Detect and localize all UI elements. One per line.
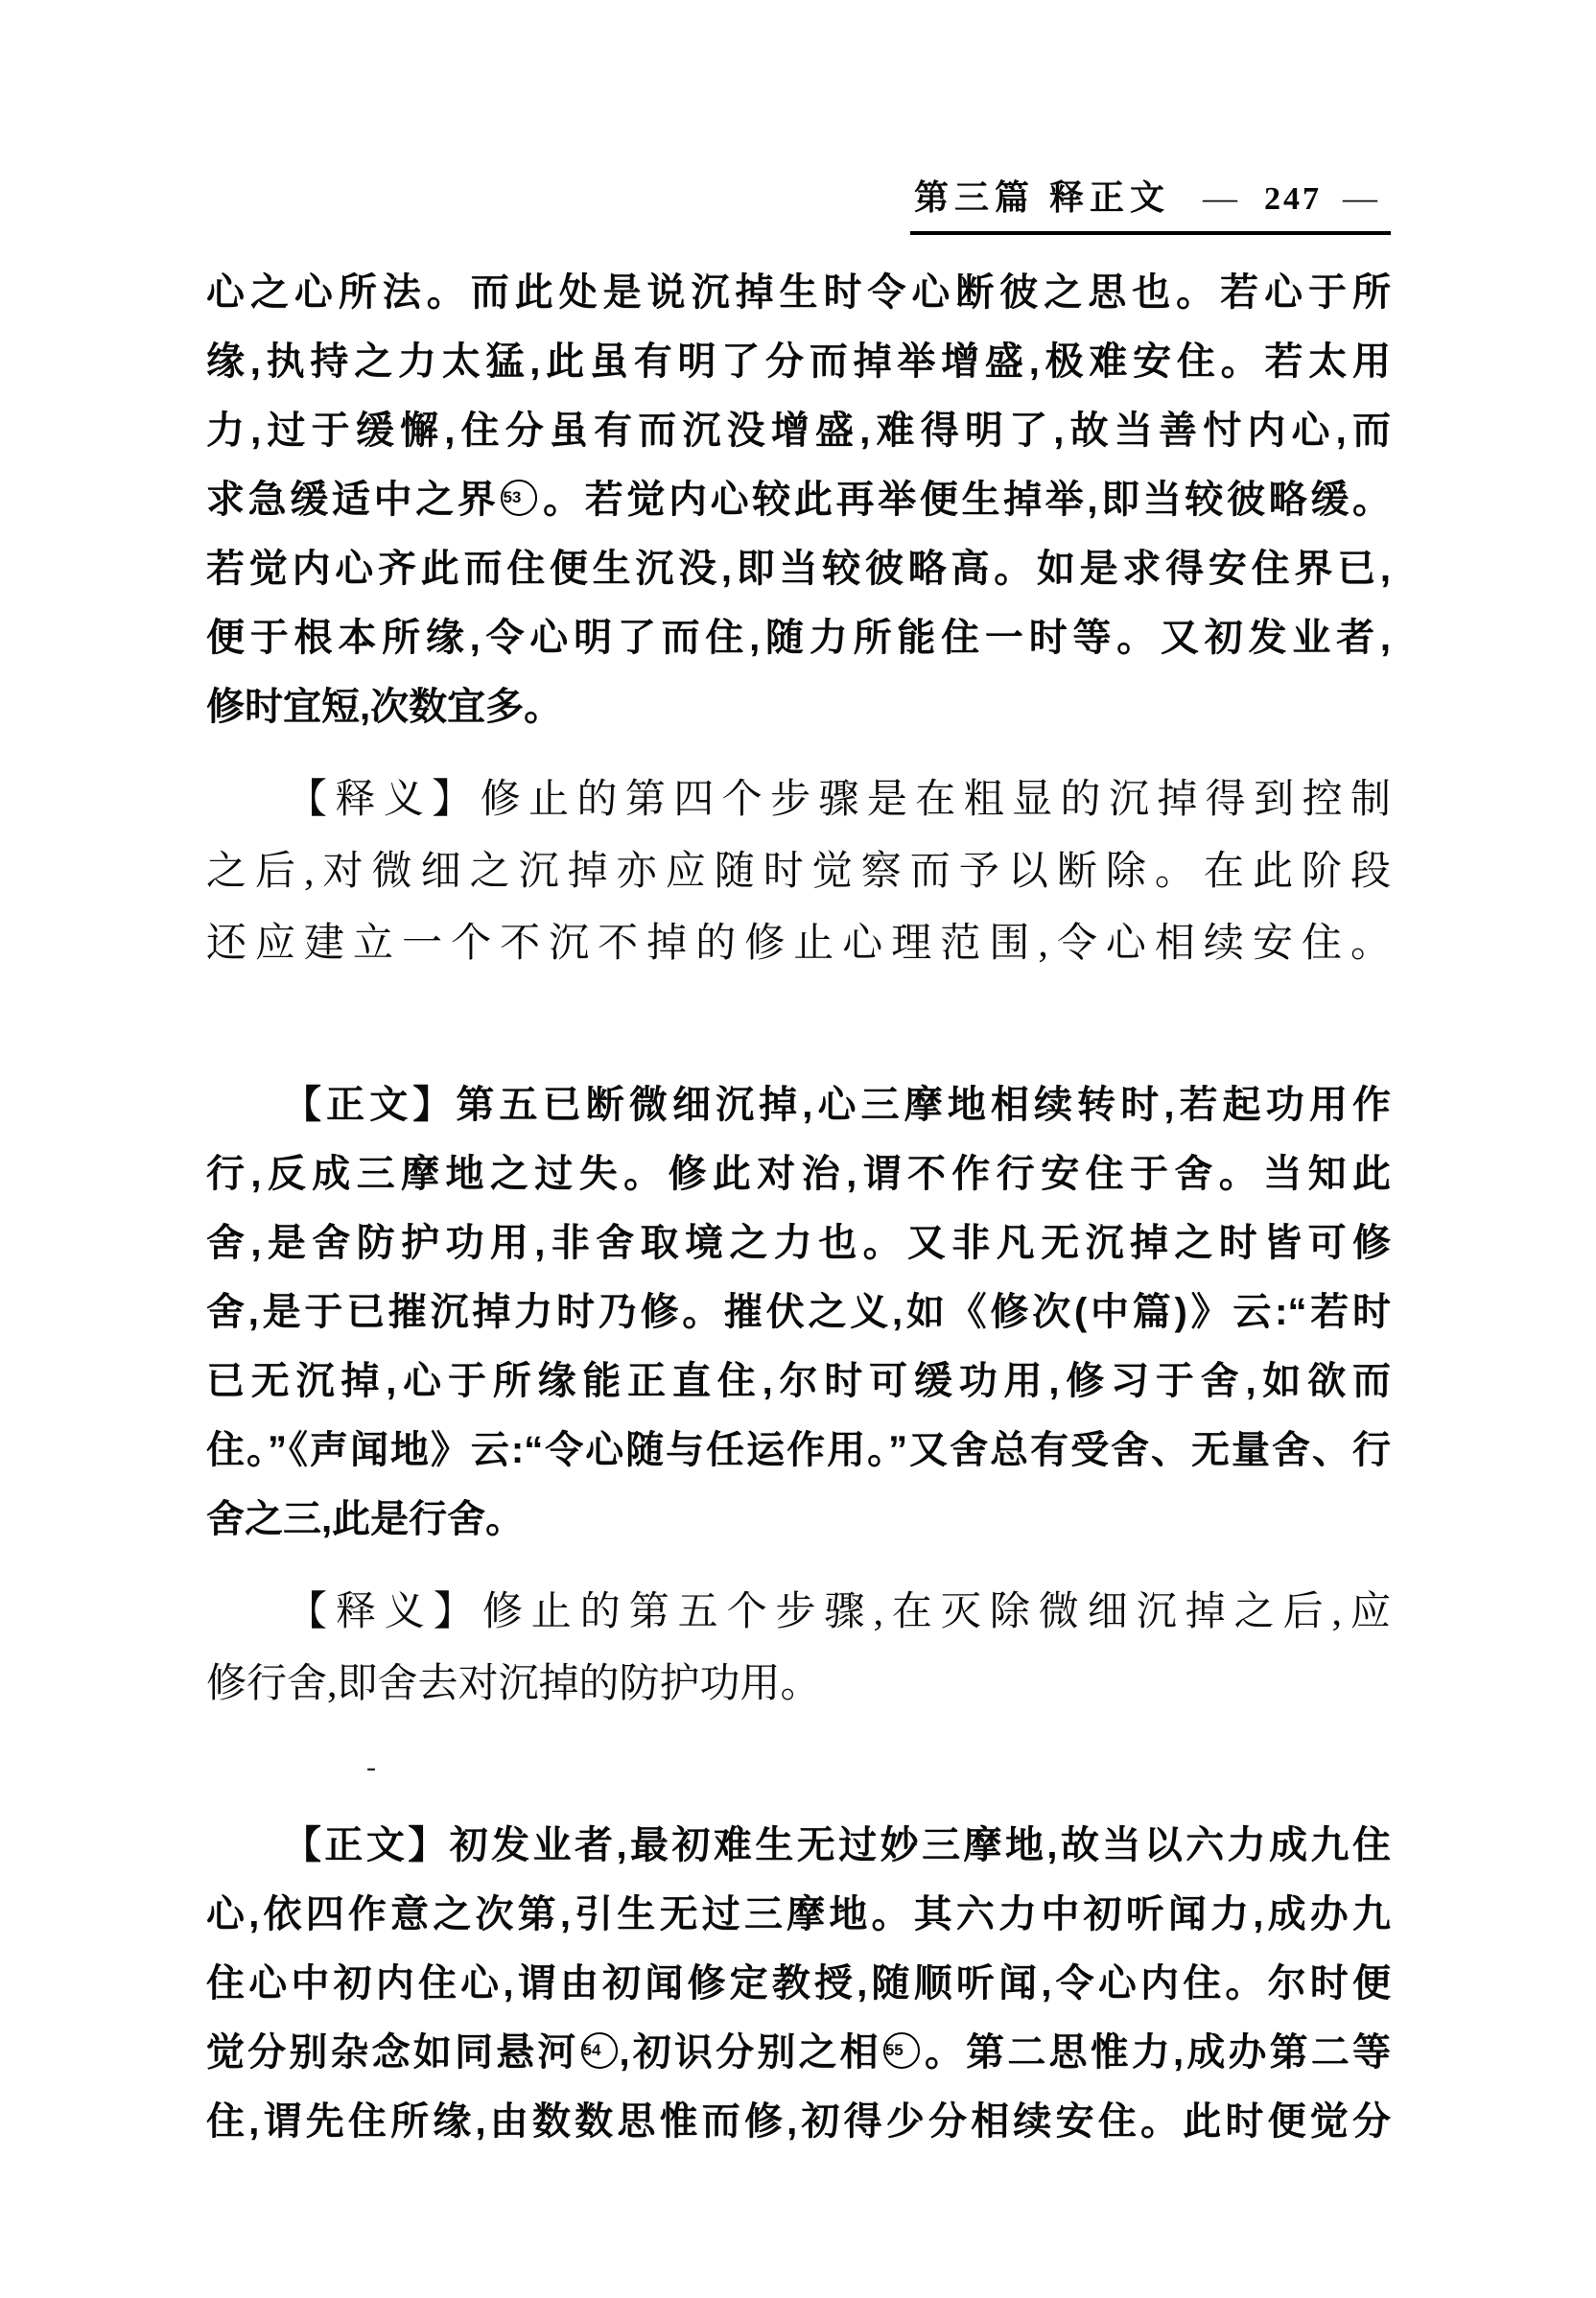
page-body [206, 258, 1391, 2156]
footnote-marker: 55 [883, 2032, 920, 2069]
text-line: 若觉内心齐此而住便生沉没,即当较彼略高。如是求得安住界已, [206, 548, 1391, 590]
text-line: 舍,是于已摧沉掉力时乃修。摧伏之义,如《修次(中篇)》云:“若时 [206, 1291, 1391, 1333]
text-line: 【释义】修止的第五个步骤,在灭除微细沉掉之后,应 [287, 1590, 1391, 1634]
text-line: 住。”《声闻地》云:“令心随与任运作用。”又舍总有受舍、无量舍、行 [206, 1429, 1391, 1471]
header-section-title: 第三篇 释正文 [913, 178, 1170, 217]
zhengwen-paragraph-step-five [206, 1070, 1391, 1554]
zhengwen-continuation-paragraph [206, 258, 1391, 741]
text-line: 心之心所法。而此处是说沉掉生时令心断彼之思也。若心于所 [206, 271, 1391, 314]
text-line: 觉分别杂念如同悬河 54 ,初识分别之相 55 。第二思惟力,成办第二等 [206, 2031, 1391, 2074]
text-line: 舍之三,此是行舍。 [206, 1498, 525, 1540]
text-line: 便于根本所缘,令心明了而住,随力所能住一时等。又初发业者, [206, 617, 1391, 659]
running-head [910, 171, 1391, 235]
header-dash-right: — [1343, 178, 1383, 217]
text-line: 【释义】修止的第四个步骤是在粗显的沉掉得到控制 [287, 778, 1391, 822]
text-line: 住心中初内住心,谓由初闻修定教授,随顺听闻,令心内住。尔时便 [206, 1962, 1391, 2005]
header-dash-left: — [1203, 178, 1243, 217]
text-line: 【正文】初发业者,最初难生无过妙三摩地,故当以六力成九住 [283, 1824, 1391, 1866]
text-line: 住,谓先住所缘,由数数思惟而修,初得少分相续安住。此时便觉分 [206, 2100, 1391, 2143]
page-header [206, 171, 1391, 235]
header-page-number: 247 [1264, 181, 1322, 217]
footnote-marker: 53 [501, 480, 537, 516]
text-line: 缘,执持之力太猛,此虽有明了分而掉举增盛,极难安住。若太用 [206, 340, 1391, 383]
text-line: 修行舍,即舍去对沉掉的防护功用。 [206, 1662, 821, 1706]
footnote-marker: 54 [581, 2032, 618, 2069]
text-line: 已无沉掉,心于所缘能正直住,尔时可缓功用,修习于舍,如欲而 [206, 1360, 1391, 1402]
shiyi-paragraph-step-four [206, 764, 1391, 980]
text-line: 【正文】第五已断微细沉掉,心三摩地相续转时,若起功用作 [283, 1084, 1391, 1126]
text-line: 心,依四作意之次第,引生无过三摩地。其六力中初听闻力,成办九 [206, 1893, 1391, 1935]
stray-mark: - [366, 1751, 376, 1783]
text-line: 行,反成三摩地之过失。修此对治,谓不作行安住于舍。当知此 [206, 1153, 1391, 1195]
text-line: 之后,对微细之沉掉亦应随时觉察而予以断除。在此阶段 [206, 850, 1391, 894]
text-line: 求急缓适中之界 53 。若觉内心较此再举便生掉举,即当较彼略缓。 [206, 479, 1391, 521]
text-line: 还应建立一个不沉不掉的修止心理范围,令心相续安住。 [206, 922, 1391, 966]
text-line: 修时宜短,次数宜多。 [206, 686, 563, 728]
text-line: 舍,是舍防护功用,非舍取境之力也。又非凡无沉掉之时皆可修 [206, 1222, 1391, 1264]
text-line: 力,过于缓懈,住分虽有而沉没增盛,难得明了,故当善忖内心,而 [206, 410, 1391, 452]
shiyi-paragraph-step-five [206, 1577, 1391, 1721]
zhengwen-paragraph-six-powers [206, 1811, 1391, 2156]
